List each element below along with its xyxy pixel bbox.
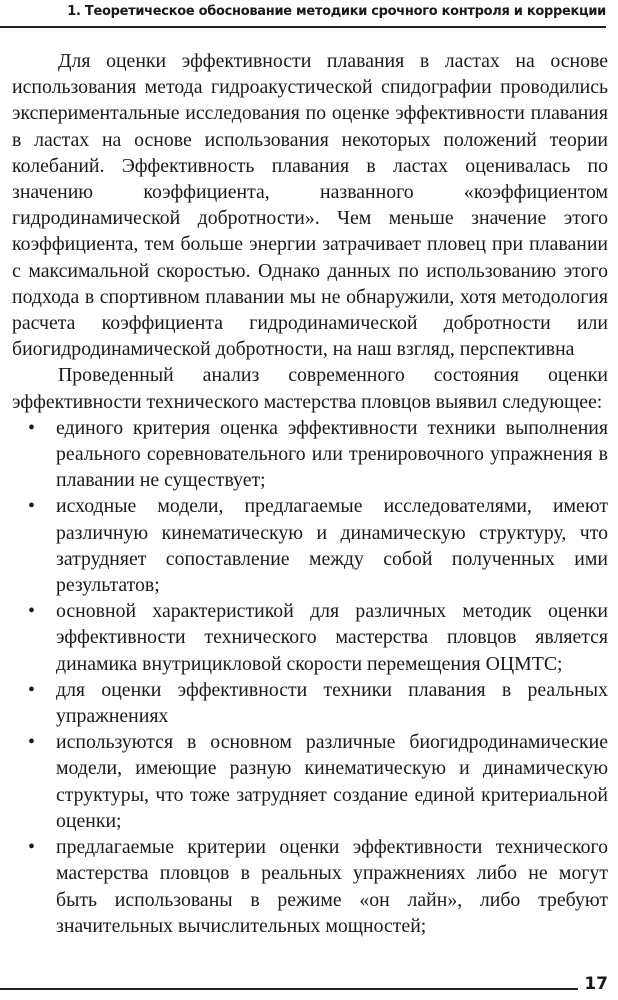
bullet-icon: • (28, 678, 35, 701)
list-item (28, 598, 608, 677)
bullet-icon: • (28, 836, 35, 859)
list-item-text: предлагаемые критерии оценки эффективности технического мастерства пловцов в реальных упражнениях либо не могут быть использованы в режиме «он лайн», либо требуют значительных вычислительных мощностей; (56, 836, 608, 937)
list-item (28, 834, 608, 939)
list-item (28, 415, 608, 494)
list-item-text: исходные модели, предлагаемые исследователями, имеют различную кинематическую и динамическую структуру, что затрудняет сопоставление между собой полученных ими результатов; (56, 495, 608, 597)
bullet-icon: • (28, 731, 35, 754)
paragraph-1: Для оценки эффективности плавания в ластах на основе использования метода гидроакустической спидографии проводились экспериментальные исследования по оценке эффективности плавания в ластах на основе использования некоторых положений теории колебаний. Эффективность плавания в ластах оценивалась по значению коэффициента, названного «коэффициентом гидродинамической добротности». Чем меньше значение этого коэффициента, тем больше энергии затрачивает пловец при плавании с максимальной скоростью. Однако данных по использованию этого подхода в спортивном плавании мы не обнаружили, хотя методология расчета коэффициента гидродинамической добротности или биогидродинамической добротности, на наш взгляд, перспективна (12, 50, 608, 361)
list-item (28, 729, 608, 834)
list-item-text: основной характеристикой для различных методик оценки эффективности технического мастерства пловцов является динамика внутрицикловой скорости перемещения ОЦМТС; (56, 600, 608, 675)
paragraph-2: Проведенный анализ современного состояния оценки эффективности технического мастерства пловцов выявил следующее: (12, 364, 608, 413)
list-item-text: единого критерия оценка эффективности техники выполнения реального соревновательного или тренировочного упражнения в плавании не существует; (56, 416, 608, 492)
footer-rule (0, 988, 578, 990)
list-item (28, 493, 608, 598)
bullet-icon: • (28, 600, 35, 623)
list-item (28, 677, 608, 729)
list-item-text: для оценки эффективности техники плавания в реальных упражнениях (56, 678, 608, 728)
findings-list (12, 415, 608, 939)
running-head: 1. Теоретическое обоснование методики срочного контроля и коррекции (67, 4, 606, 19)
page-number: 17 (584, 974, 608, 994)
list-item-text: используются в основном различные биогидродинамические модели, имеющие разную кинематическую и динамическую структуры, что тоже затрудняет создание единой критериальной оценки; (56, 731, 608, 832)
bullet-icon: • (28, 495, 35, 518)
header-rule (0, 26, 606, 28)
page-body (12, 48, 608, 939)
bullet-icon: • (28, 416, 35, 439)
